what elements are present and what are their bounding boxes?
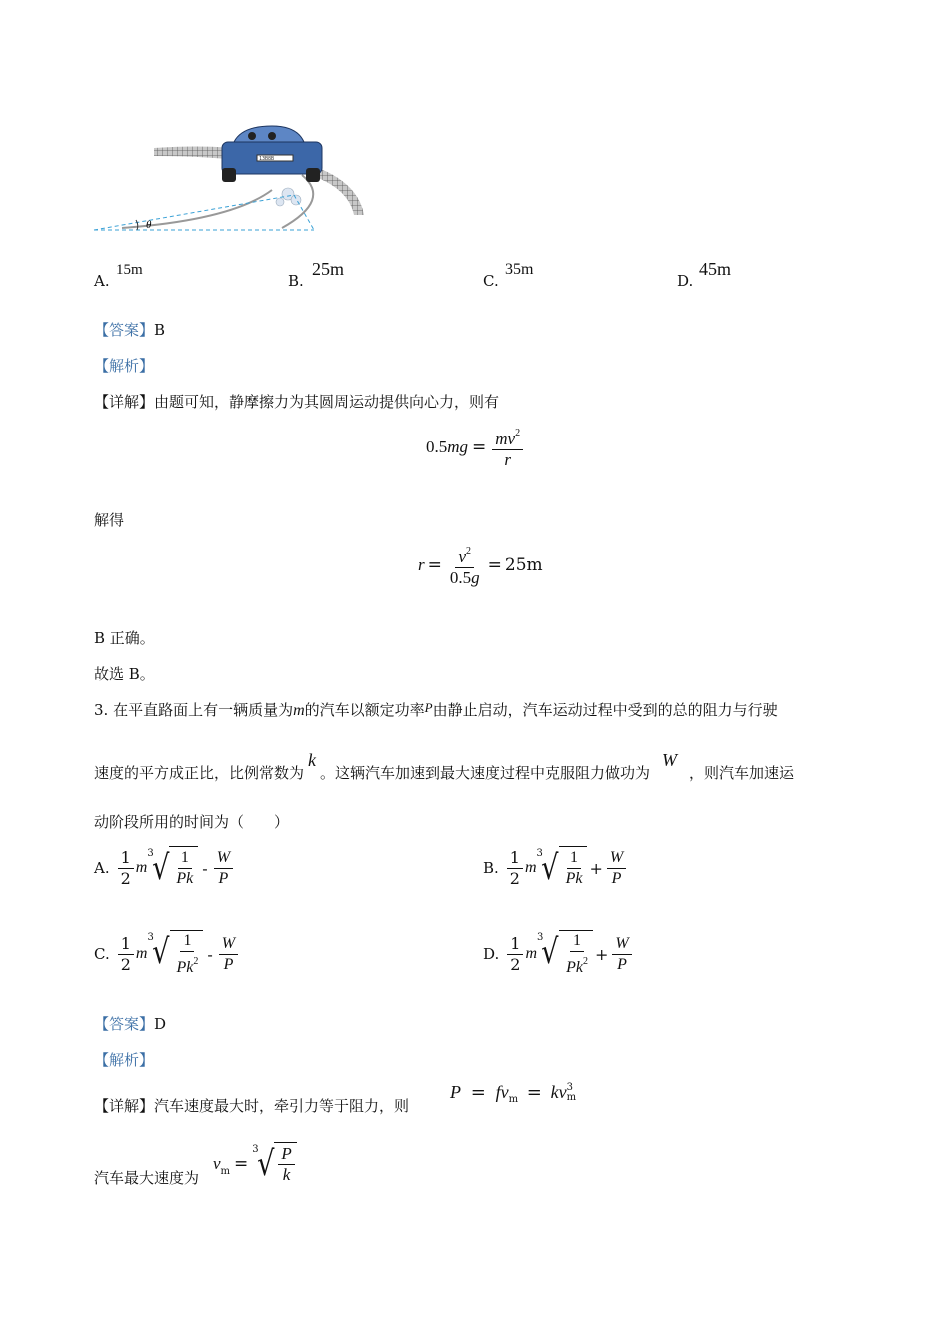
- q2-choose: 故选 B。: [94, 665, 155, 683]
- q2-equation-2: r = $\frac{v^2}{0.5g}$ = 25m: [418, 542, 543, 588]
- q2-option-b: B.: [288, 272, 304, 290]
- q2-answer: 【答案】B: [94, 321, 166, 339]
- q3-stem-line-3: 动阶段所用的时间为（ ）: [94, 813, 290, 831]
- q2-option-c: C.: [483, 272, 499, 290]
- q2-option-a-value: 15m: [116, 262, 143, 278]
- q2-option-b-value: 25m: [312, 259, 345, 279]
- q3-option-b: B. $\frac{1}{2}$ m 3 √ $\frac{1}{Pk}$ + $\frac{W}{P}$: [483, 846, 628, 890]
- car-on-curve-figure: [92, 120, 372, 235]
- q3-option-c: C. $\frac{1}{2}$ m 3 √ $\frac{1}{Pk^2}$ - $\frac{W}{P}$: [94, 930, 240, 978]
- q3-power-equation: $P = fv_m$ = kv 3 m: [450, 1082, 577, 1105]
- q3-vmax-equation: v $_m$ = 3 √ $\frac{P}{k}$: [213, 1142, 297, 1186]
- q3-option-d: D. $\frac{1}{2}$ m 3 √ $\frac{1}{Pk^2}$ + $\frac{W}{P}$: [483, 930, 634, 978]
- q3-analysis-tag: 【解析】: [94, 1051, 155, 1069]
- q3-answer: 【答案】D: [94, 1015, 167, 1033]
- car-icon: [222, 126, 322, 182]
- q2-correct: B 正确。: [94, 629, 155, 647]
- q2-option-a: A.: [94, 272, 110, 290]
- q2-solve-text: 解得: [94, 511, 125, 529]
- q2-option-d: D.: [677, 272, 694, 290]
- q2-equation-1: 0.5mg = $\frac{mv^2}{r}$: [426, 424, 525, 470]
- q2-analysis-tag: 【解析】: [94, 357, 155, 375]
- q2-option-c-value: 35m: [505, 261, 534, 278]
- angle-label: θ: [146, 219, 152, 231]
- q2-detail: 【详解】由题可知，静摩擦力为其圆周运动提供向心力，则有: [94, 393, 500, 411]
- q3-detail: 【详解】汽车速度最大时，牵引力等于阻力，则: [94, 1097, 410, 1115]
- svg-text:13B8B: 13B8B: [259, 156, 275, 162]
- q3-stem-line-1: 3. 在平直路面上有一辆质量为m的汽车以额定功率P由静止启动，汽车运动过程中受到的总的阻力与行驶: [94, 700, 778, 719]
- q3-option-a: A. $\frac{1}{2}$ m 3 √ $\frac{1}{Pk}$ - $\frac{W}{P}$: [94, 846, 235, 890]
- q3-vmax-text: 汽车最大速度为: [94, 1169, 200, 1187]
- q2-option-d-value: 45m: [699, 259, 732, 279]
- q3-stem-line-2: 速度的平方成正比，比例常数为k。这辆汽车加速到最大速度过程中克服阻力做功为W，则汽车加速运: [94, 750, 795, 782]
